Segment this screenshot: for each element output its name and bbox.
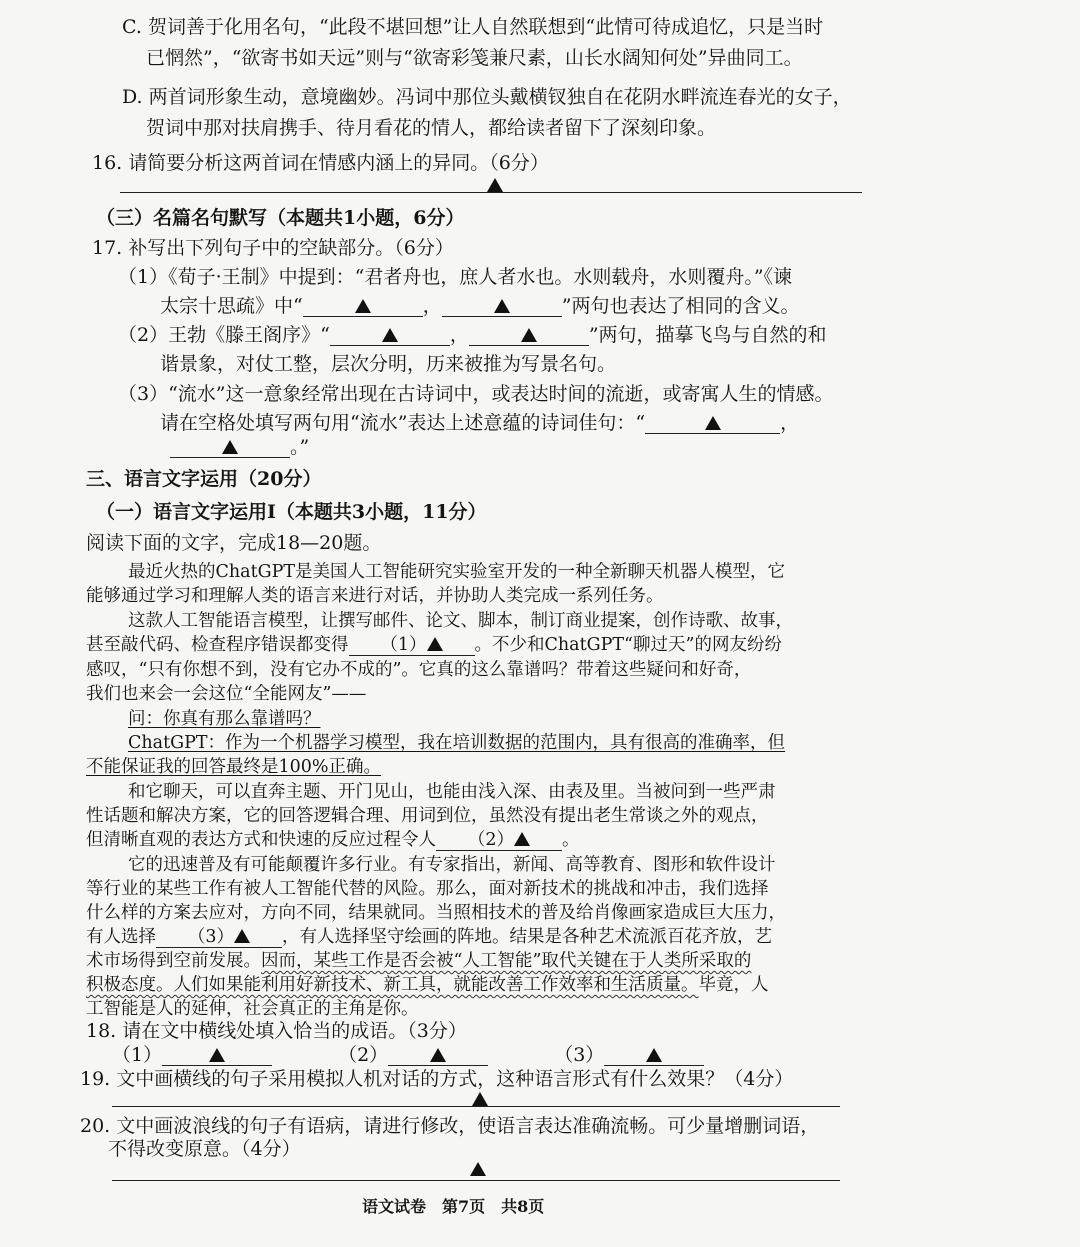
q17-blank-6[interactable] [170,438,290,458]
answer-triangle-icon [234,929,250,943]
passage-blank-1[interactable]: （1） [349,637,475,656]
q17-blank-3[interactable] [330,326,450,346]
passage-p2-line4: 我们也来会一会这位“全能网友”—— [86,684,367,704]
passage-p4-line2: 等行业的某些工作有被人工智能代替的风险。那么，面对新技术的挑战和冲击，我们选择 [86,879,769,899]
q17-blank-4[interactable] [469,326,589,346]
q17-blank-1[interactable] [303,297,423,317]
passage-p4-line1: 它的迅速普及有可能颠覆许多行业。有专家指出，新闻、高等教育、图形和软件设计 [128,855,776,875]
answer-triangle-icon [470,1162,486,1176]
q17-item1-line1: （1）《荀子·王制》中提到：“君者舟也，庶人者水也。水则载舟，水则覆舟。”《谏 [118,266,793,288]
q17-blank-5[interactable] [645,414,780,434]
answer-triangle-icon [427,637,443,651]
answer-line-q20[interactable] [112,1180,840,1181]
subsection-1-heading: （一）语言文字运用Ⅰ（本题共3小题，11分） [96,501,487,523]
q17-item2-line1: （2）王勃《滕王阁序》“ ， ”两句，描摹飞鸟与自然的和 [118,324,827,346]
passage-p1-line1: 最近火热的ChatGPT是美国人工智能研究实验室开发的一种全新聊天机器人模型，它 [128,562,786,582]
passage-p1-line2: 能够通过学习和理解人类的语言来进行对话，并协助人类完成一系列任务。 [86,586,664,606]
q17-item1-line2: 太宗十思疏》中“ ， ”两句也表达了相同的含义。 [160,295,800,317]
answer-triangle-icon [355,299,371,313]
page-footer: 语文试卷 第7页 共8页 [362,1197,545,1216]
answer-triangle-icon [705,416,721,430]
reading-intro: 阅读下面的文字，完成18—20题。 [86,532,382,554]
question-16: 16. 请简要分析这两首词在情感内涵上的异同。（6分） [92,152,549,174]
answer-triangle-icon [209,1048,225,1062]
answer-triangle-icon [646,1048,662,1062]
q17-blank-2[interactable] [442,297,562,317]
passage-p3-line3: 但清晰直观的表达方式和快速的反应过程令人 （2） 。 [86,830,580,850]
passage-p4-line5: 术市场得到空前发展。因而，某些工作是否会被“人工智能”取代关键在于人类所采取的 [86,951,752,971]
q17-item3-line3: 。” [170,432,309,459]
dialog-answer-line1: ChatGPT：作为一个机器学习模型，我在培训数据的范围内，具有很高的准确率，但 [128,733,786,753]
passage-p4-line6: 积极态度。人们如果能利用好新技术、新工具，就能改善工作效率和生活质量。毕竟，人 [86,975,769,995]
question-20-line1: 20. 文中画波浪线的句子有语病，请进行修改，使语言表达准确流畅。可少量增删词语， [80,1115,820,1137]
option-d-line1: D. 两首词形象生动，意境幽妙。冯词中那位头戴横钗独自在花阴水畔流连春光的女子， [122,86,852,108]
q17-item2-line2: 谐景象，对仗工整，层次分明，历来被推为写景名句。 [160,353,617,375]
answer-line-q16[interactable] [120,192,862,193]
answer-triangle-icon [430,1048,446,1062]
option-c-line2: 已惘然”，“欲寄书如天远”则与“欲寄彩笺兼尺素，山长水阔知何处”异曲同工。 [146,47,803,69]
answer-triangle-icon [222,440,238,454]
question-19: 19. 文中画横线的句子采用模拟人机对话的方式，这种语言形式有什么效果？（4分） [80,1068,794,1090]
option-c-line1: C. 贺词善于化用名句，“此段不堪回想”让人自然联想到“此情可待成追忆，只是当时 [122,16,824,38]
answer-triangle-icon [382,328,398,342]
q18-blank-2[interactable] [388,1046,488,1066]
passage-p2-line3: 感叹，“只有你想不到，没有它办不成的”。它真的这么靠谱吗？带着这些疑问和好奇， [86,660,752,680]
passage-p2-line1: 这款人工智能语言模型，让撰写邮件、论文、脚本，制订商业提案，创作诗歌、故事， [128,611,793,631]
answer-triangle-icon [521,328,537,342]
question-17: 17. 补写出下列句子中的空缺部分。（6分） [92,237,454,259]
passage-p4-line7: 工智能是人的延伸，社会真正的主角是你。 [86,999,419,1019]
passage-p4-line4: 有人选择 （3） ，有人选择坚守绘画的阵地。结果是各种艺术流派百花齐放，艺 [86,927,772,947]
q17-item3-line1: （3）“流水”这一意象经常出现在古诗词中，或表达时间的流逝，或寄寓人生的情感。 [118,383,834,405]
dialog-question: 问：你真有那么靠谱吗？ [128,709,321,729]
option-d-line2: 贺词中那对扶肩携手、待月看花的情人，都给读者留下了深刻印象。 [146,117,717,139]
question-18: 18. 请在文中横线处填入恰当的成语。（3分） [86,1020,467,1042]
q18-blank-1[interactable] [162,1046,272,1066]
wavy-sentence-part1: 因而，某些工作是否会被“人工智能”取代关键在于人类所采取的 [261,951,752,971]
answer-triangle-icon [472,1092,488,1106]
answer-triangle-icon [494,299,510,313]
passage-p2-line2: 甚至敲代码、检查程序错误都变得 （1） 。不少和ChatGPT“聊过天”的网友纷纷 [86,635,782,655]
answer-line-q19[interactable] [112,1106,840,1107]
section-3-heading: （三）名篇名句默写（本题共1小题，6分） [96,207,465,229]
part-3-heading: 三、语言文字运用（20分） [86,468,322,490]
q18-answers: （1） （2） （3） [112,1040,704,1067]
passage-p3-line1: 和它聊天，可以直奔主题、开门见山，也能由浅入深、由表及里。当被问到一些严肃 [128,782,776,802]
passage-blank-2[interactable]: （2） [436,832,562,851]
dialog-answer-line2: 不能保证我的回答最终是100%正确。 [86,757,382,777]
passage-blank-3[interactable]: （3） [156,929,282,948]
q18-blank-3[interactable] [604,1046,704,1066]
answer-triangle-icon [514,832,530,846]
answer-triangle-icon [487,178,503,192]
question-20-line2: 不得改变原意。（4分） [108,1138,301,1160]
passage-p4-line3: 什么样的方案去应对，方向不同，结果就同。当照相技术的普及给肖像画家造成巨大压力， [86,903,786,923]
passage-p3-line2: 性话题和解决方案，它的回答逻辑合理、用词到位，虽然没有提出老生常谈之外的观点， [86,806,769,826]
q17-item3-line2: 请在空格处填写两句用“流水”表达上述意蕴的诗词佳句：“ ， [160,412,800,434]
wavy-sentence-part2: 积极态度。人们如果能利用好新技术、新工具，就能改善工作效率和生活质量。 [86,975,699,995]
